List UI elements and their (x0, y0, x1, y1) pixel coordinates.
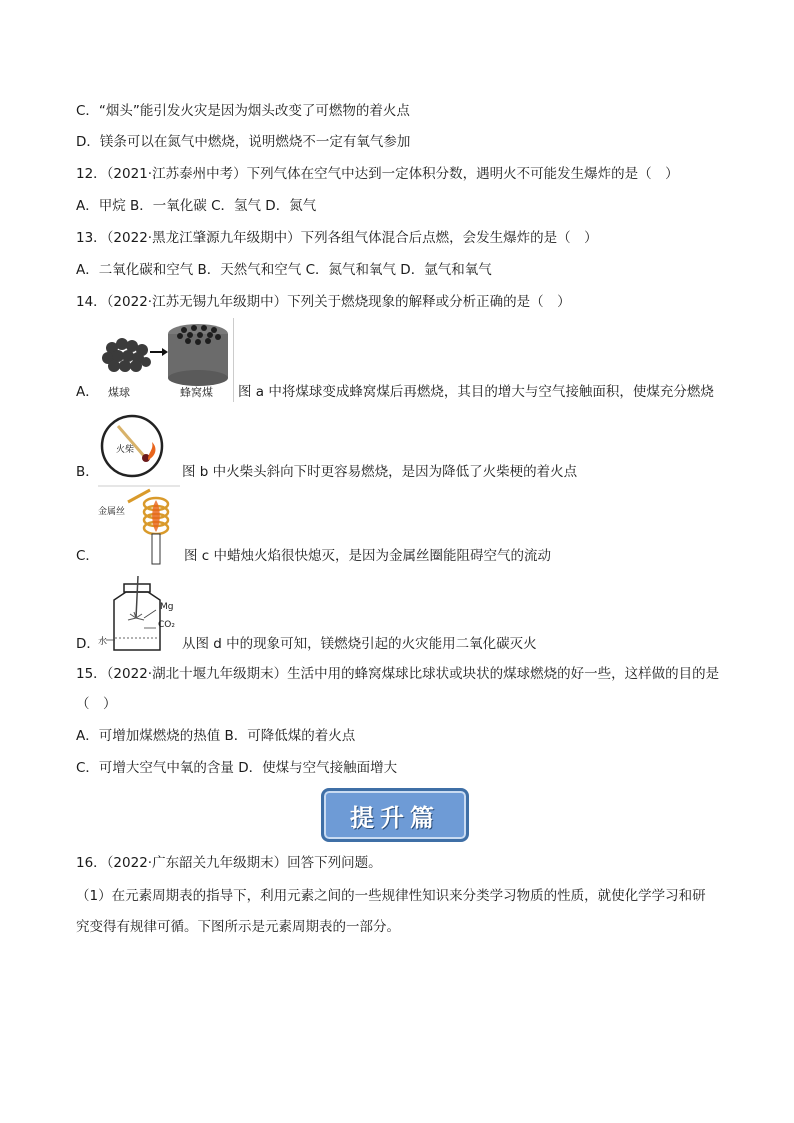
option-text: 图 b 中火柴头斜向下时更容易燃烧，是因为降低了火柴梗的着火点 (182, 464, 578, 480)
question-12: 12．（2021·江苏泰州中考）下列气体在空气中达到一定体积分数，遇明火不可能发生爆炸的是（ ） (76, 166, 679, 182)
option-text: 图 c 中蜡烛火焰很快熄灭，是因为金属丝圈能阻碍空气的流动 (184, 548, 552, 564)
q11-option-c: C．“烟头”能引发火灾是因为烟头改变了可燃物的着火点 (76, 103, 410, 119)
option-label: C． (76, 548, 99, 564)
question-13: 13．（2022·黑龙江肇源九年级期中）下列各组气体混合后点燃，会发生爆炸的是（ ） (76, 230, 598, 246)
section-banner (321, 788, 469, 842)
water-label: 水 (98, 637, 108, 647)
question-14: 14．（2022·江苏无锡九年级期中）下列关于燃烧现象的解释或分析正确的是（ ） (76, 294, 571, 310)
question-16: 16．（2022·广东韶关九年级期末）回答下列问题。 (76, 855, 382, 871)
question-15-options-1: A．可增加煤燃烧的热值 B．可降低煤的着火点 (76, 728, 356, 744)
question-15: 15．（2022·湖北十堰九年级期末）生活中用的蜂窝煤球比球状或块状的煤球燃烧的好一些，这样做的目的是 (76, 666, 720, 682)
question-16-part1-line2: 究变得有规律可循。下图所示是元素周期表的一部分。 (76, 919, 400, 935)
question-15-paren: （ ） (76, 696, 117, 712)
q11-option-d: D．镁条可以在氮气中燃烧，说明燃烧不一定有氧气参加 (76, 134, 411, 150)
option-text: 图 a 中将煤球变成蜂窝煤后再燃烧，其目的增大与空气接触面积，使煤充分燃烧 (238, 384, 714, 400)
q14-option-d (76, 574, 537, 654)
match-figure (98, 412, 178, 482)
candle-coil-figure (98, 482, 180, 566)
candle-coil-icon (98, 482, 180, 566)
q14-option-a (76, 318, 714, 402)
co2-label: CO₂ (158, 620, 175, 630)
option-label: B． (76, 464, 99, 480)
question-12-options: A．甲烷 B．一氧化碳 C．氢气 D．氮气 (76, 198, 317, 214)
section-banner-text: 提升篇 (350, 802, 440, 832)
mg-label: Mg (160, 602, 174, 612)
coal-ball-label: 煤球 (108, 386, 130, 399)
gas-jar-icon (98, 574, 178, 654)
mg-co2-figure (98, 574, 178, 654)
question-16-part1-line1: （1）在元素周期表的指导下，利用元素之间的一些规律性知识来分类学习物质的性质，就使化学学习和研 (76, 888, 706, 904)
option-label: D． (76, 636, 100, 652)
option-text: 从图 d 中的现象可知，镁燃烧引起的火灾能用二氧化碳灭火 (182, 636, 537, 652)
coal-figure (98, 318, 234, 402)
question-15-options-2: C．可增大空气中氧的含量 D．使煤与空气接触面增大 (76, 760, 398, 776)
q14-option-c (76, 482, 551, 566)
match-icon (98, 412, 178, 482)
metal-wire-label: 金属丝 (98, 507, 126, 517)
q14-option-b (76, 412, 577, 482)
match-label: 火柴 (116, 445, 135, 455)
option-label: A． (76, 384, 99, 400)
honeycomb-coal-label: 蜂窝煤 (180, 386, 213, 399)
question-13-options: A．二氧化碳和空气 B．天然气和空气 C．氮气和氧气 D．氩气和氧气 (76, 262, 492, 278)
